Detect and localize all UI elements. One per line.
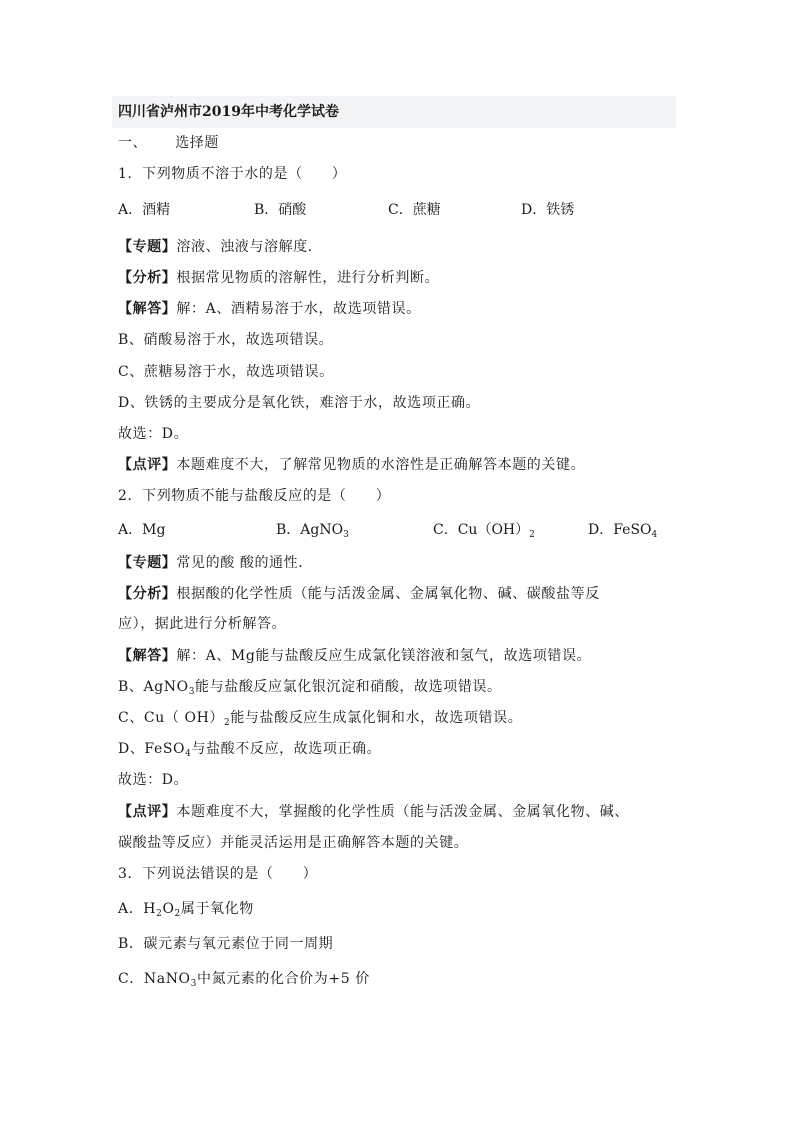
section-number: 一、 bbox=[118, 135, 148, 151]
comment-label: 【点评】 bbox=[118, 457, 177, 473]
q1-option-c: C．蔗糖 bbox=[388, 202, 441, 218]
q1-answer-c: C、蔗糖易溶于水，故选项错误。 bbox=[118, 364, 334, 380]
comment-text: 本题难度不大，掌握酸的化学性质（能与活泼金属、金属氧化物、碱、 bbox=[176, 804, 630, 820]
q3-option-c-pre: C．NaNO bbox=[118, 971, 191, 987]
q3-option-a-sub2: 2 bbox=[174, 909, 181, 919]
q2-answer-b-pre: B、AgNO bbox=[118, 679, 189, 695]
q2-option-d-subscript: 4 bbox=[651, 530, 658, 540]
q1-analysis bbox=[118, 268, 439, 288]
q2-option-d bbox=[588, 520, 657, 540]
answer-text: 解：A、酒精易溶于水，故选项错误。 bbox=[176, 301, 421, 317]
q2-option-c-text: C．Cu（OH） bbox=[433, 522, 530, 538]
q2-analysis bbox=[118, 584, 600, 604]
q2-answer bbox=[118, 646, 591, 666]
q1-option-a: A．酒精 bbox=[118, 202, 171, 218]
answer-label: 【解答】 bbox=[118, 648, 177, 664]
comment-label: 【点评】 bbox=[118, 804, 177, 820]
comment-text: 本题难度不大，了解常见物质的水溶性是正确解答本题的关键。 bbox=[176, 457, 586, 473]
q2-option-b-subscript: 3 bbox=[343, 530, 349, 540]
q2-choice: 故选：D。 bbox=[118, 772, 189, 788]
q3-option-c-post: 中氮元素的化合价为+5 价 bbox=[196, 971, 370, 987]
q2-answer-c-pre: C、Cu（ OH） bbox=[118, 710, 224, 726]
topic-label: 【专题】 bbox=[118, 239, 177, 255]
q3-option-a bbox=[118, 899, 254, 919]
q2-answer-d-post: 与盐酸不反应，故选项正确。 bbox=[191, 741, 382, 757]
section-label: 选择题 bbox=[175, 135, 220, 151]
q2-answer-c-post: 能与盐酸反应生成氯化铜和水，故选项错误。 bbox=[230, 710, 523, 726]
q3-option-a-pre: A．H bbox=[118, 901, 157, 917]
section-heading bbox=[118, 133, 219, 153]
analysis-text: 根据酸的化学性质（能与活泼金属、金属氧化物、碱、碳酸盐等反 bbox=[176, 586, 600, 602]
analysis-label: 【分析】 bbox=[118, 586, 177, 602]
q2-topic bbox=[118, 553, 313, 573]
q2-answer-b-subscript: 3 bbox=[188, 687, 196, 697]
page-title: 四川省泸州市2019年中考化学试卷 bbox=[118, 104, 339, 120]
q1-comment bbox=[118, 455, 585, 475]
q1-stem: 1．下列物质不溶于水的是（ ） bbox=[118, 166, 347, 182]
q2-comment bbox=[118, 802, 629, 822]
q1-option-d: D．铁锈 bbox=[521, 202, 575, 218]
q1-answer-b: B、硝酸易溶于水，故选项错误。 bbox=[118, 332, 334, 348]
q1-topic bbox=[118, 237, 322, 257]
q2-answer-c-subscript: 2 bbox=[223, 718, 231, 728]
q2-answer-b-post: 能与盐酸反应氯化银沉淀和硝酸，故选项错误。 bbox=[195, 679, 502, 695]
q2-comment-cont: 碳酸盐等反应）并能灵活运用是正确解答本题的关键。 bbox=[118, 835, 469, 851]
answer-text: 解：A、Mg能与盐酸反应生成氯化镁溶液和氢气，故选项错误。 bbox=[176, 648, 592, 664]
q2-answer-d-subscript: 4 bbox=[185, 749, 192, 759]
analysis-text: 根据常见物质的溶解性，进行分析判断。 bbox=[176, 270, 440, 286]
q3-option-a-post: 属于氧化物 bbox=[180, 901, 254, 917]
q1-option-b: B．硝酸 bbox=[254, 202, 307, 218]
answer-label: 【解答】 bbox=[118, 301, 177, 317]
topic-text: 常见的酸 酸的通性． bbox=[176, 555, 313, 571]
q2-option-a: A．Mg bbox=[118, 522, 166, 538]
topic-label: 【专题】 bbox=[118, 555, 177, 571]
q2-answer-c bbox=[118, 708, 522, 728]
topic-text: 溶液、浊液与溶解度． bbox=[176, 239, 323, 255]
q2-answer-d bbox=[118, 739, 381, 759]
analysis-label: 【分析】 bbox=[118, 270, 177, 286]
q2-analysis-cont: 应），据此进行分析解答。 bbox=[118, 616, 287, 632]
q2-option-b-text: B．AgNO bbox=[276, 522, 344, 538]
q2-answer-d-pre: D、FeSO bbox=[118, 741, 186, 757]
q2-option-d-text: D．FeSO bbox=[588, 522, 652, 538]
q3-option-c bbox=[118, 969, 370, 989]
q2-option-c-subscript: 2 bbox=[529, 530, 535, 540]
q3-option-a-sub1: 2 bbox=[156, 909, 163, 919]
q2-option-b bbox=[276, 520, 349, 540]
q1-answer bbox=[118, 299, 421, 319]
q2-option-c bbox=[433, 520, 535, 540]
q3-option-b: B．碳元素与氧元素位于同一周期 bbox=[118, 936, 334, 952]
q3-stem: 3．下列说法错误的是（ ） bbox=[118, 866, 318, 882]
q1-choice: 故选：D。 bbox=[118, 426, 189, 442]
q1-answer-d: D、铁锈的主要成分是氧化铁，难溶于水，故选项正确。 bbox=[118, 395, 481, 411]
q3-option-c-subscript: 3 bbox=[190, 979, 197, 989]
q2-answer-b bbox=[118, 677, 502, 697]
q2-stem: 2．下列物质不能与盐酸反应的是（ ） bbox=[118, 488, 391, 504]
q3-option-a-mid: O bbox=[162, 901, 175, 917]
